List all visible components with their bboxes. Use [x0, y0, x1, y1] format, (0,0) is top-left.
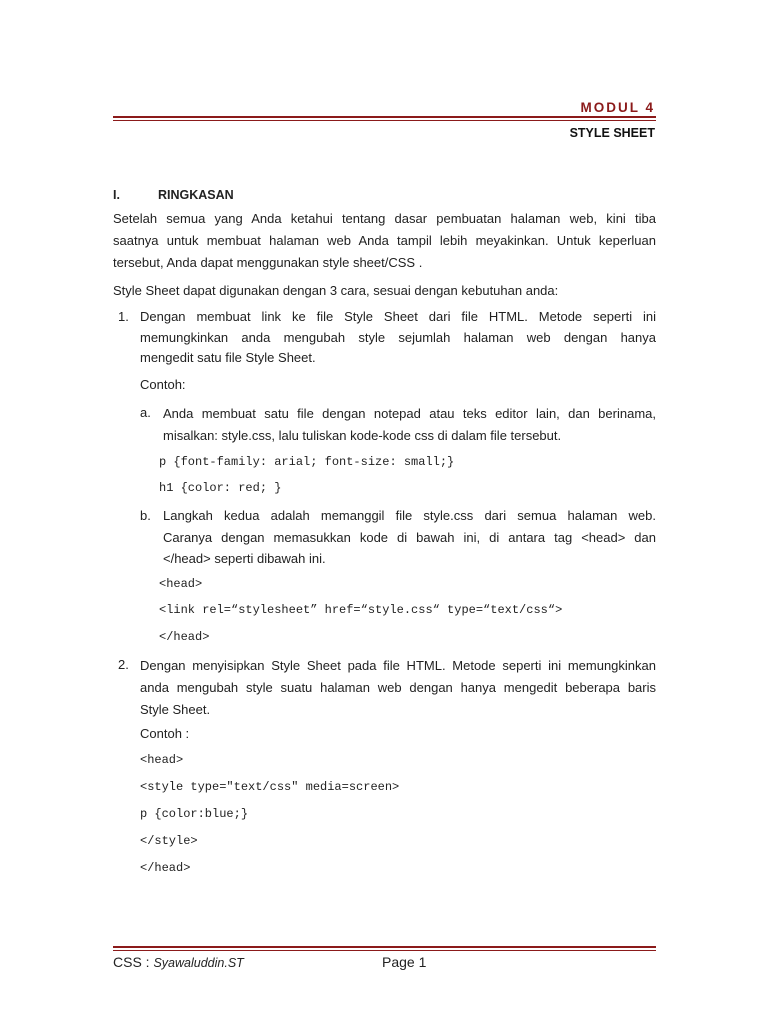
list-number: 1. [118, 309, 129, 324]
intro-paragraph [113, 208, 656, 274]
item-line: Dengan membuat link ke file Style Sheet dari file HTML. Metode seperti ini [140, 309, 656, 324]
footer-author [113, 954, 244, 970]
header-rule-thin [113, 120, 656, 121]
header-rule-thick [113, 116, 656, 118]
code-line: </head> [159, 630, 210, 644]
author-name: Syawaluddin.ST [153, 956, 244, 970]
sub-line: Anda membuat satu file dengan notepad atau teks editor lain, dan berinama, [163, 406, 656, 421]
code-line: <link rel=“stylesheet” href=“style.css“ type=“text/css“> [159, 603, 563, 617]
lead-sentence: Style Sheet dapat digunakan dengan 3 cara, sesuai dengan kebutuhan anda: [113, 283, 559, 298]
item-line: memungkinkan anda mengubah style sejumlah halaman web dengan hanya [140, 329, 656, 345]
code-line: p {font-family: arial; font-size: small;} [159, 455, 455, 469]
example-label: Contoh: [140, 377, 186, 392]
footer-rule-thick [113, 946, 656, 948]
footer-prefix: CSS : [113, 954, 154, 970]
sub-letter: b. [140, 508, 151, 523]
item-line: mengedit satu file Style Sheet. [140, 350, 316, 365]
item-line: Style Sheet. [140, 702, 211, 717]
sub-line: misalkan: style.css, lalu tuliskan kode-kode css di dalam file tersebut. [163, 427, 562, 443]
code-line: <head> [159, 577, 203, 591]
sub-line: Caranya dengan memasukkan kode di bawah ini, di antara tag <head> dan [163, 529, 656, 545]
sub-line: Langkah kedua adalah memanggil file style.css dari semua halaman web. [163, 508, 656, 523]
section-number: I. [113, 188, 120, 202]
code-line: p {color:blue;} [140, 807, 249, 821]
footer-rule-thin [113, 950, 656, 951]
list-item-text [140, 655, 656, 721]
intro-line: saatnya untuk membuat halaman web Anda tampil lebih meyakinkan. Untuk keperluan [113, 233, 656, 248]
code-line: </style> [140, 834, 198, 848]
code-line: <style type="text/css" media=screen> [140, 780, 400, 794]
intro-line: tersebut, Anda dapat menggunakan style sheet/CSS . [113, 255, 423, 270]
item-line: anda mengubah style suatu halaman web dengan hanya mengedit beberapa baris [140, 680, 656, 695]
sub-line: </head> seperti dibawah ini. [163, 551, 326, 566]
list-item-text [140, 307, 656, 369]
code-line: <head> [140, 753, 184, 767]
sub-letter: a. [140, 405, 151, 420]
module-title: MODUL 4 [580, 100, 655, 115]
sub-item-text [163, 403, 656, 446]
section-title: RINGKASAN [158, 188, 234, 202]
document-subtitle: STYLE SHEET [569, 126, 655, 140]
intro-line: Setelah semua yang Anda ketahui tentang dasar pembuatan halaman web, kini tiba [113, 211, 656, 226]
code-line: </head> [140, 861, 191, 875]
code-line: h1 {color: red; } [159, 481, 282, 495]
page-number: Page 1 [382, 954, 427, 970]
list-number: 2. [118, 657, 129, 672]
item-line: Dengan menyisipkan Style Sheet pada file HTML. Metode seperti ini memungkinkan [140, 658, 656, 673]
sub-item-text [163, 505, 656, 570]
example-label: Contoh : [140, 726, 190, 741]
